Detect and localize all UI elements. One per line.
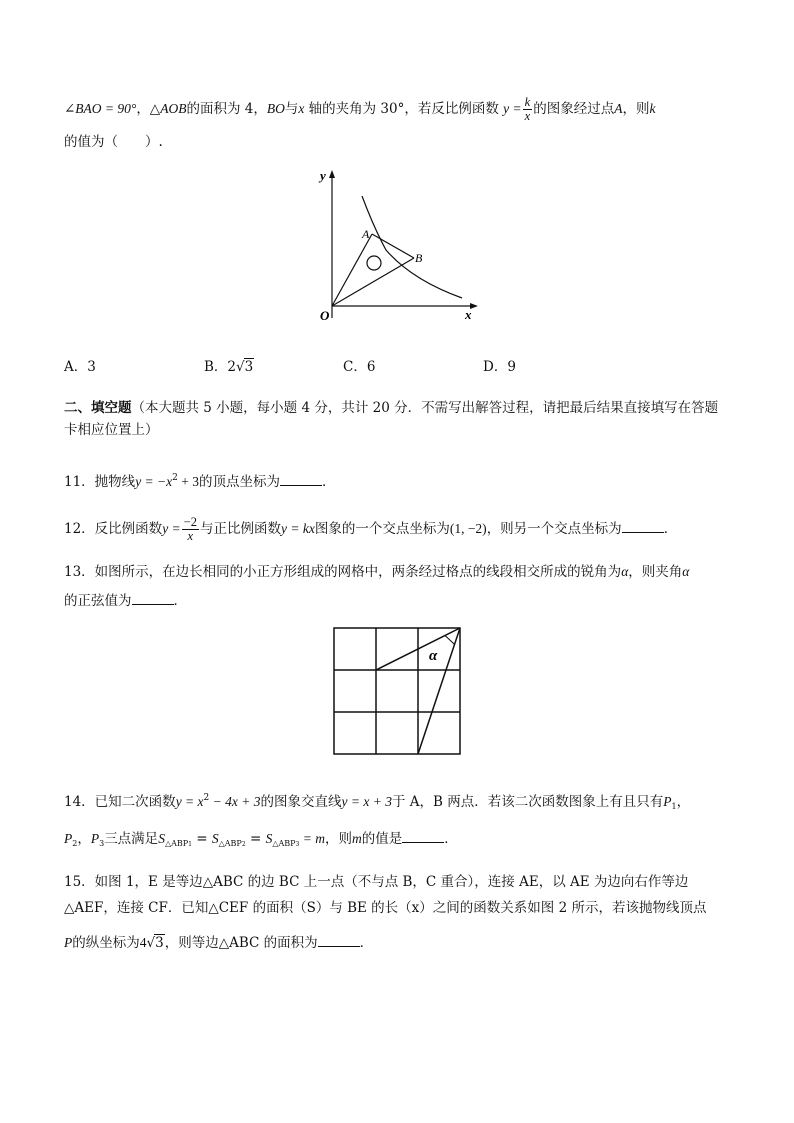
q13-grid-figure <box>333 627 463 757</box>
q10-options <box>64 355 664 375</box>
q12: 12．反比例函数y = $\frac{-2}{x}$ 与正比例函数y = kx图象的一个交点坐标为(1, −2)，则另一个交点坐标为 ． <box>64 515 678 543</box>
label-y: y <box>320 168 326 183</box>
label-x: x <box>465 307 472 322</box>
option-a[interactable]: A．3 <box>64 359 96 375</box>
q14-line2: $P_2$，$P_3$三点满足$S_{\triangle ABP1} = S_{\triangle ABP2} = S_{\triangle ABP3} = m$，则m的值是 ． <box>64 828 458 855</box>
q14-answer-blank[interactable] <box>402 828 444 843</box>
alpha-label: α <box>429 648 438 664</box>
label-B: B <box>415 251 423 265</box>
q15-line1: 15．如图 1，E 是等边△ABC 的边 BC 上一点（不与点 B，C 重合），连接 AE，以 AE 为边向右作等边 <box>64 874 689 890</box>
q13-answer-blank[interactable] <box>132 590 174 605</box>
q12-answer-blank[interactable] <box>622 518 664 533</box>
label-A: A <box>362 227 370 241</box>
q10-fraction: $\frac{k}{x}$ <box>524 95 531 123</box>
circle-mark <box>367 256 381 270</box>
segment-OA <box>332 234 372 306</box>
q15-line3: P的纵坐标为4√3，则等边△ABC 的面积为 ． <box>64 932 373 953</box>
section2-desc2: 卡相应位置上） <box>64 422 159 438</box>
segment-2 <box>418 628 460 754</box>
segment-OB <box>332 258 414 306</box>
q11-answer-blank[interactable] <box>280 471 322 486</box>
q10-line2: 的值为（ ）. <box>64 134 163 150</box>
y-arrow <box>329 170 335 178</box>
q10-angle: ∠BAO = 90° <box>64 101 137 116</box>
q15-answer-blank[interactable] <box>318 932 360 947</box>
section2-title: 二、填空题 <box>64 400 132 416</box>
option-c[interactable]: C．6 <box>343 359 376 375</box>
angle-arc <box>445 636 455 645</box>
option-d[interactable]: D．9 <box>483 359 516 375</box>
q10-figure <box>312 168 482 326</box>
label-O: O <box>320 308 330 323</box>
q11: 11．抛物线$y = -x^2 + 3$的顶点坐标为 ． <box>64 473 336 490</box>
q13-line1: 13．如图所示，在边长相同的小正方形组成的网格中，两条经过格点的线段相交所成的锐角为α，则夹角α <box>64 564 690 580</box>
hyperbola-curve <box>362 196 462 298</box>
option-b[interactable]: B．2√3 <box>204 359 254 375</box>
q15-line2: △AEF，连接 CF．已知△CEF 的面积（S）与 BE 的长（x）之间的函数关系如图 2 所示，若该抛物线顶点 <box>64 900 707 916</box>
q13-line2: 的正弦值为 ． <box>64 590 187 611</box>
q10-line1: ∠BAO = 90°，△AOB的面积为 4，BO与x 轴的夹角为 30°，若反比例函数 y = $\frac{k}{x}$ 的图象经过点A，则k <box>64 95 656 123</box>
segment-AB <box>372 234 414 258</box>
section2-header: 二、填空题（本大题共 5 小题，每小题 4 分，共计 20 分．不需写出解答过程，请把最后结果直接填写在答题 <box>64 400 719 416</box>
q14-line1: 14．已知二次函数$y = x^2 - 4x + 3$的图象交直线y = x + 3于 A，B 两点．若该二次函数图象上有且只有$P_1$， <box>64 793 691 811</box>
